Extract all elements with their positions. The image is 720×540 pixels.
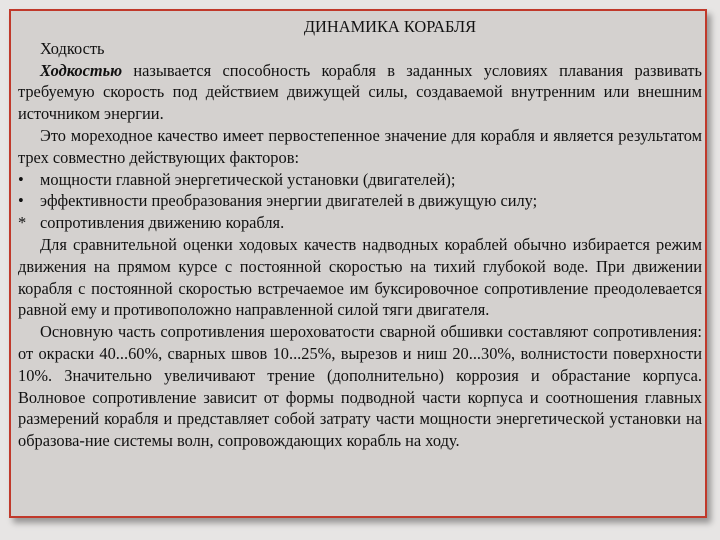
factor-text: мощности главной энергетической установки (двигателей); — [40, 169, 456, 189]
slide-content — [18, 16, 702, 452]
paragraph-factors-intro: Это мореходное качество имеет первостепенное значение для корабля и является результатом трех совместно действующих факторов: — [18, 125, 702, 167]
factor-item-2 — [18, 190, 702, 212]
paragraph-resistance-mode: Для сравнительной оценки ходовых качеств надводных кораблей обычно избирается режим движения на прямом курсе с постоянной скоростью на тихий глубокой воде. При движении корабля с постоянной скоростью встречаемое им буксировочное сопротивление преодолевается равной ему и противоположно направленной силой тяги двигателя. — [18, 234, 702, 320]
slide-title: ДИНАМИКА КОРАБЛЯ — [303, 17, 477, 36]
factor-item-3 — [18, 212, 702, 234]
subheading: Ходкость — [40, 38, 105, 58]
paragraph-definition — [18, 60, 702, 125]
factor-text: эффективности преобразования энергии двигателей в движущую силу; — [40, 191, 538, 211]
paragraph-roughness: Основную часть сопротивления шероховатости сварной обшивки составляют сопротивления: от окраски 40...60%, сварных швов 10...25%, вырезов и ниш 20...30%, волнистости поверхности 10%. Значительно увеличивают трение (дополнительно) коррозия и обрастание корпуса. Волновое сопротивление зависит от формы подводной части корпуса и соотношения главных размерений корабля и представляет собой затрату части мощности энергетической установки на образова-ние системы волн, сопровождающих корабль на ходу. — [18, 322, 702, 451]
definition-text: называется способность корабля в заданных условиях плавания развивать требуемую скорость под действием движущей силы, создаваемой внутренним или внешним источником энергии. — [18, 60, 702, 124]
bullet-marker: • — [18, 191, 24, 211]
defined-term: Ходкостью — [40, 60, 123, 80]
bullet-marker: • — [18, 169, 24, 189]
factor-item-1 — [18, 169, 702, 191]
bullet-marker: * — [18, 213, 27, 233]
factor-text: сопротивления движению корабля. — [40, 213, 285, 233]
